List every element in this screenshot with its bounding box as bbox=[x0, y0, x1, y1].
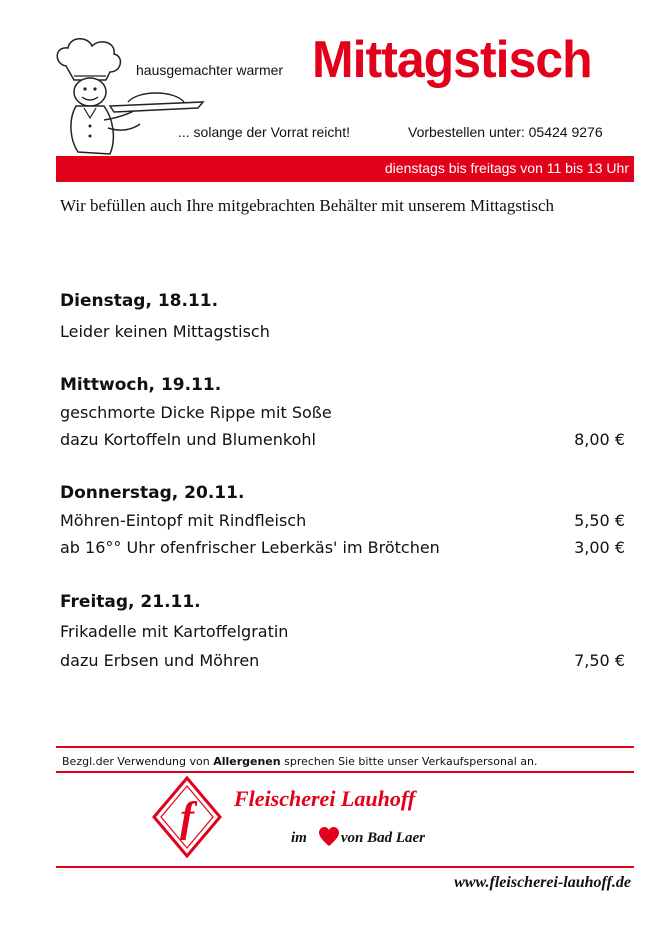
container-refill-note: Wir befüllen auch Ihre mitgebrachten Behälter mit unserem Mittagstisch bbox=[60, 196, 555, 215]
dish-line: ab 16°° Uhr ofenfrischer Leberkäs' im Brötchen bbox=[60, 538, 440, 557]
preorder-phone: Vorbestellen unter: 05424 9276 bbox=[408, 124, 603, 140]
allergen-notice: Bezgl.der Verwendung von Allergenen sprechen Sie bitte unser Verkaufspersonal an. bbox=[62, 755, 538, 768]
dish-line: Leider keinen Mittagstisch bbox=[60, 322, 270, 341]
divider bbox=[56, 866, 634, 868]
dish-price: 5,50 € bbox=[574, 511, 625, 530]
dish-line: dazu Kortoffeln und Blumenkohl bbox=[60, 430, 316, 449]
dish-price: 8,00 € bbox=[574, 430, 625, 449]
website-link[interactable]: www.fleischerei-lauhoff.de bbox=[454, 874, 631, 891]
day-heading: Mittwoch, 19.11. bbox=[60, 375, 222, 395]
brand-subline: im von Bad Laer bbox=[291, 830, 426, 846]
availability-notice: ... solange der Vorrat reicht! bbox=[178, 124, 350, 140]
day-heading: Dienstag, 18.11. bbox=[60, 291, 219, 311]
dish-price: 7,50 € bbox=[574, 651, 625, 670]
day-heading: Donnerstag, 20.11. bbox=[60, 483, 245, 503]
page-title: Mittagstisch bbox=[312, 31, 592, 89]
dish-line: geschmorte Dicke Rippe mit Soße bbox=[60, 403, 332, 422]
day-heading: Freitag, 21.11. bbox=[60, 592, 201, 612]
logo-letter: f bbox=[180, 795, 194, 841]
dish-line: dazu Erbsen und Möhren bbox=[60, 651, 260, 670]
tagline: hausgemachter warmer bbox=[136, 62, 284, 78]
opening-hours: dienstags bis freitags von 11 bis 13 Uhr bbox=[384, 160, 629, 176]
heart-icon bbox=[318, 826, 340, 848]
dish-price: 3,00 € bbox=[574, 538, 625, 557]
divider bbox=[56, 771, 634, 773]
lauhoff-logo bbox=[152, 776, 222, 858]
dish-line: Frikadelle mit Kartoffelgratin bbox=[60, 622, 289, 641]
divider bbox=[56, 746, 634, 748]
dish-line: Möhren-Eintopf mit Rindfleisch bbox=[60, 511, 307, 530]
brand-name: Fleischerei Lauhoff bbox=[234, 786, 416, 811]
